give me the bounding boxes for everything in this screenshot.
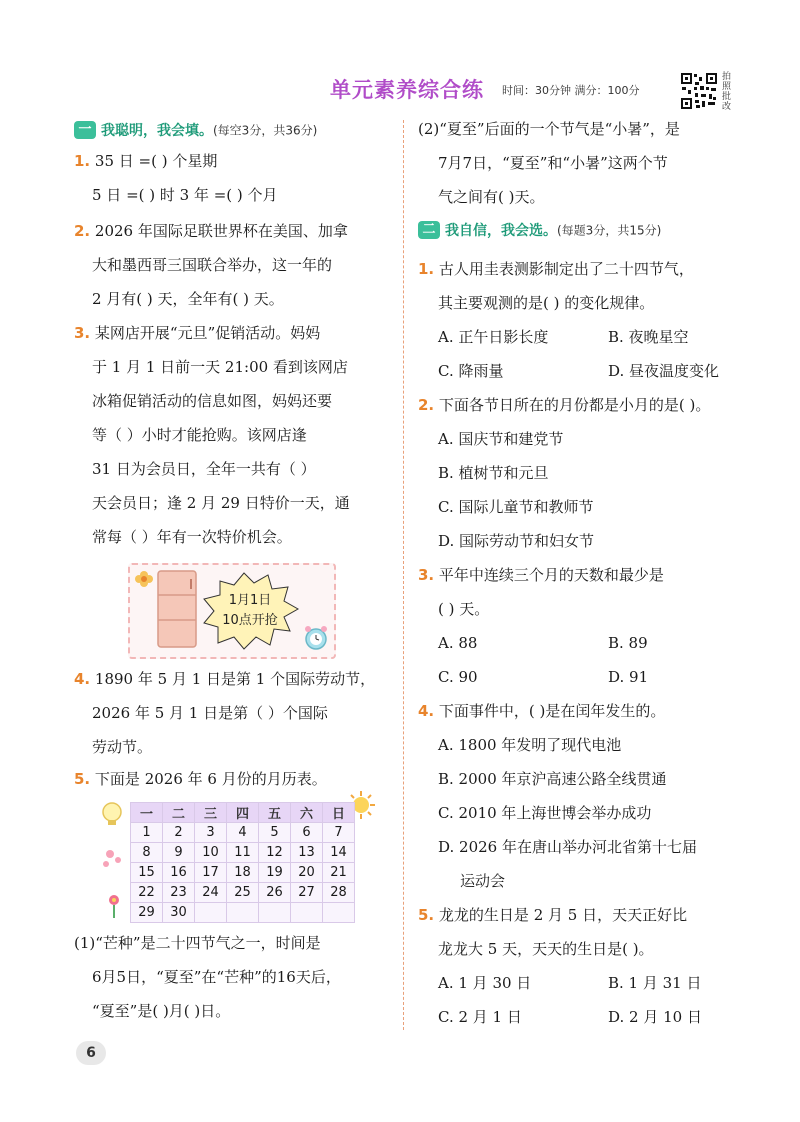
choice-4-option-d-line-2: 运动会 [460, 872, 506, 890]
choice-4-option-c: C. 2010 年上海世博会举办成功 [438, 804, 652, 822]
section-badge: 一 [74, 121, 96, 139]
flower-icon [135, 571, 153, 587]
question-3-line-7: 常每（ ）年有一次特价机会。 [92, 528, 292, 546]
calendar-day: 6 [291, 823, 323, 843]
flower-icon [103, 850, 121, 867]
choice-3-line-2: ( ) 天。 [438, 600, 490, 618]
section-note: (每题3分，共15分) [557, 223, 662, 238]
question-number: 2. [74, 222, 91, 240]
calendar-day: 1 [131, 823, 163, 843]
question-number: 4. [418, 702, 435, 720]
qr-label: 拍照批改 [722, 72, 732, 112]
calendar-day [259, 903, 291, 923]
question-2-line-3: 2 月有( ) 天，全年有( ) 天。 [92, 290, 284, 308]
calendar-header-row [131, 803, 355, 823]
question-3-line-4: 等（ ）小时才能抢购。该网店逢 [92, 426, 307, 444]
calendar-day: 5 [259, 823, 291, 843]
choice-4-option-b: B. 2000 年京沪高速公路全线贯通 [438, 770, 667, 788]
question-text: 1890 年 5 月 1 日是第 1 个国际劳动节， [94, 670, 376, 688]
question-text: 平年中连续三个月的天数和最少是 [438, 566, 664, 584]
question-3-line-1 [74, 322, 320, 344]
question-5-line-1 [74, 768, 327, 790]
calendar-day: 24 [195, 883, 227, 903]
question-3-line-5: 31 日为会员日，全年一共有（ ） [92, 460, 316, 478]
choice-4-option-a: A. 1800 年发明了现代电池 [438, 736, 622, 754]
question-text: 35 日 =( ) 个星期 [94, 152, 218, 170]
subquestion-2-line-2: 7月7日，“夏至”和“小暑”这两个节 [438, 154, 668, 172]
choice-1-line-1 [418, 258, 694, 280]
calendar-week-row [131, 843, 355, 863]
question-text: 古人用圭表测影制定出了二十四节气， [438, 260, 694, 278]
calendar-day: 3 [195, 823, 227, 843]
choice-2-option-b: B. 植树节和元旦 [438, 464, 549, 482]
promo-text [215, 591, 285, 631]
choice-5-line-2: 龙龙大 5 天，天天的生日是( )。 [438, 940, 654, 958]
choice-5-option-a: A. 1 月 30 日 [438, 974, 532, 992]
question-number: 4. [74, 670, 91, 688]
question-3-line-2: 于 1 月 1 日前一天 21:00 看到该网店 [92, 358, 348, 376]
choice-2-option-d: D. 国际劳动节和妇女节 [438, 532, 595, 550]
page-header [0, 70, 800, 110]
calendar-day: 8 [131, 843, 163, 863]
calendar-week-row [131, 883, 355, 903]
calendar-day: 20 [291, 863, 323, 883]
promo-date: 1月1日 [228, 593, 272, 608]
question-number: 3. [418, 566, 435, 584]
question-4-line-3: 劳动节。 [92, 738, 153, 756]
page-number: 6 [76, 1041, 106, 1065]
question-number: 5. [418, 906, 435, 924]
choice-1-option-d: D. 昼夜温度变化 [608, 362, 720, 380]
weekday-header: 二 [163, 803, 195, 823]
choice-2-line-1 [418, 394, 710, 416]
choice-5-option-d: D. 2 月 10 日 [608, 1008, 702, 1026]
question-3-line-6: 天会员日；逢 2 月 29 日特价一天，通 [92, 494, 350, 512]
calendar-day: 30 [163, 903, 195, 923]
calendar-week-row [131, 823, 355, 843]
calendar-week-row [131, 903, 355, 923]
question-3-line-3: 冰箱促销活动的信息如图，妈妈还要 [92, 392, 333, 410]
choice-4-line-1 [418, 700, 665, 722]
question-4-line-2: 2026 年 5 月 1 日是第（ ）个国际 [92, 704, 328, 722]
alarm-clock-icon [305, 626, 327, 649]
calendar-decoration [96, 798, 128, 922]
calendar-day: 7 [323, 823, 355, 843]
choice-3-line-1 [418, 564, 664, 586]
question-2-line-1 [74, 220, 348, 242]
calendar-week-row [131, 863, 355, 883]
choice-3-option-c: C. 90 [438, 668, 478, 686]
calendar-day: 13 [291, 843, 323, 863]
weekday-header: 五 [259, 803, 291, 823]
section-choose-header [418, 220, 661, 244]
subquestion-1-line-1: (1)“芒种”是二十四节气之一，时间是 [74, 934, 321, 952]
weekday-header: 三 [195, 803, 227, 823]
section-badge: 二 [418, 221, 440, 239]
subquestion-1-line-2: 6月5日，“夏至”在“芒种”的16天后， [92, 968, 341, 986]
question-number: 3. [74, 324, 91, 342]
calendar-day: 18 [227, 863, 259, 883]
calendar-day: 19 [259, 863, 291, 883]
question-text: 2026 年国际足联世界杯在美国、加拿 [94, 222, 348, 240]
question-1-line-1 [74, 150, 217, 172]
calendar-day: 23 [163, 883, 195, 903]
calendar-day: 21 [323, 863, 355, 883]
calendar-day [227, 903, 259, 923]
subquestion-2-line-1: (2)“夏至”后面的一个节气是“小暑”，是 [418, 120, 680, 138]
promo-illustration [128, 563, 336, 659]
calendar-day [195, 903, 227, 923]
section-note: (每空3分，共36分) [213, 123, 318, 138]
choice-5-option-b: B. 1 月 31 日 [608, 974, 702, 992]
question-text: 下面事件中，( )是在闰年发生的。 [438, 702, 666, 720]
question-4-line-1 [74, 668, 375, 690]
calendar-day: 9 [163, 843, 195, 863]
calendar-day: 16 [163, 863, 195, 883]
june-calendar [130, 802, 355, 923]
exam-meta: 时间：30分钟 满分：100分 [502, 84, 640, 97]
question-number: 2. [418, 396, 435, 414]
calendar-day: 2 [163, 823, 195, 843]
question-number: 1. [418, 260, 435, 278]
choice-2-option-c: C. 国际儿童节和教师节 [438, 498, 594, 516]
calendar-day: 28 [323, 883, 355, 903]
question-text: 龙龙的生日是 2 月 5 日，天天正好比 [438, 906, 688, 924]
calendar-day: 12 [259, 843, 291, 863]
question-number: 5. [74, 770, 91, 788]
calendar-day: 25 [227, 883, 259, 903]
calendar-day: 10 [195, 843, 227, 863]
choice-1-option-a: A. 正午日影长度 [438, 328, 549, 346]
question-2-line-2: 大和墨西哥三国联合举办，这一年的 [92, 256, 333, 274]
page-title: 单元素养综合练 [330, 78, 484, 102]
subquestion-2-line-3: 气之间有( )天。 [438, 188, 545, 206]
flower-icon [109, 895, 119, 918]
qr-code-icon[interactable] [680, 72, 718, 110]
promo-time: 10点开抢 [222, 613, 278, 628]
choice-3-option-a: A. 88 [438, 634, 478, 652]
question-number: 1. [74, 152, 91, 170]
fridge-icon [158, 571, 196, 647]
section-title: 我聪明，我会填。 [101, 123, 213, 139]
calendar-day: 29 [131, 903, 163, 923]
weekday-header: 日 [323, 803, 355, 823]
choice-1-option-b: B. 夜晚星空 [608, 328, 689, 346]
choice-4-option-d-line-1: D. 2026 年在唐山举办河北省第十七届 [438, 838, 697, 856]
calendar-day: 14 [323, 843, 355, 863]
weekday-header: 一 [131, 803, 163, 823]
calendar-day: 11 [227, 843, 259, 863]
choice-3-option-b: B. 89 [608, 634, 648, 652]
question-text: 下面各节日所在的月份都是小月的是( )。 [438, 396, 711, 414]
weekday-header: 四 [227, 803, 259, 823]
calendar-day: 26 [259, 883, 291, 903]
question-text: 下面是 2026 年 6 月份的月历表。 [94, 770, 327, 788]
calendar-day [323, 903, 355, 923]
section-fill-header [74, 120, 317, 144]
choice-3-option-d: D. 91 [608, 668, 649, 686]
question-1-line-2: 5 日 =( ) 时 3 年 =( ) 个月 [92, 186, 278, 204]
calendar-day: 27 [291, 883, 323, 903]
calendar-day: 17 [195, 863, 227, 883]
question-text: 某网店开展“元旦”促销活动。妈妈 [94, 324, 321, 342]
choice-5-option-c: C. 2 月 1 日 [438, 1008, 522, 1026]
weekday-header: 六 [291, 803, 323, 823]
calendar-day: 15 [131, 863, 163, 883]
column-divider [403, 120, 404, 1030]
calendar-day [291, 903, 323, 923]
choice-5-line-1 [418, 904, 687, 926]
section-title: 我自信，我会选。 [445, 223, 557, 239]
subquestion-1-line-3: “夏至”是( )月( )日。 [92, 1002, 231, 1020]
lightbulb-icon [103, 803, 121, 825]
calendar-day: 22 [131, 883, 163, 903]
calendar-day: 4 [227, 823, 259, 843]
choice-1-line-2: 其主要观测的是( ) 的变化规律。 [438, 294, 655, 312]
choice-2-option-a: A. 国庆节和建党节 [438, 430, 564, 448]
choice-1-option-c: C. 降雨量 [438, 362, 504, 380]
